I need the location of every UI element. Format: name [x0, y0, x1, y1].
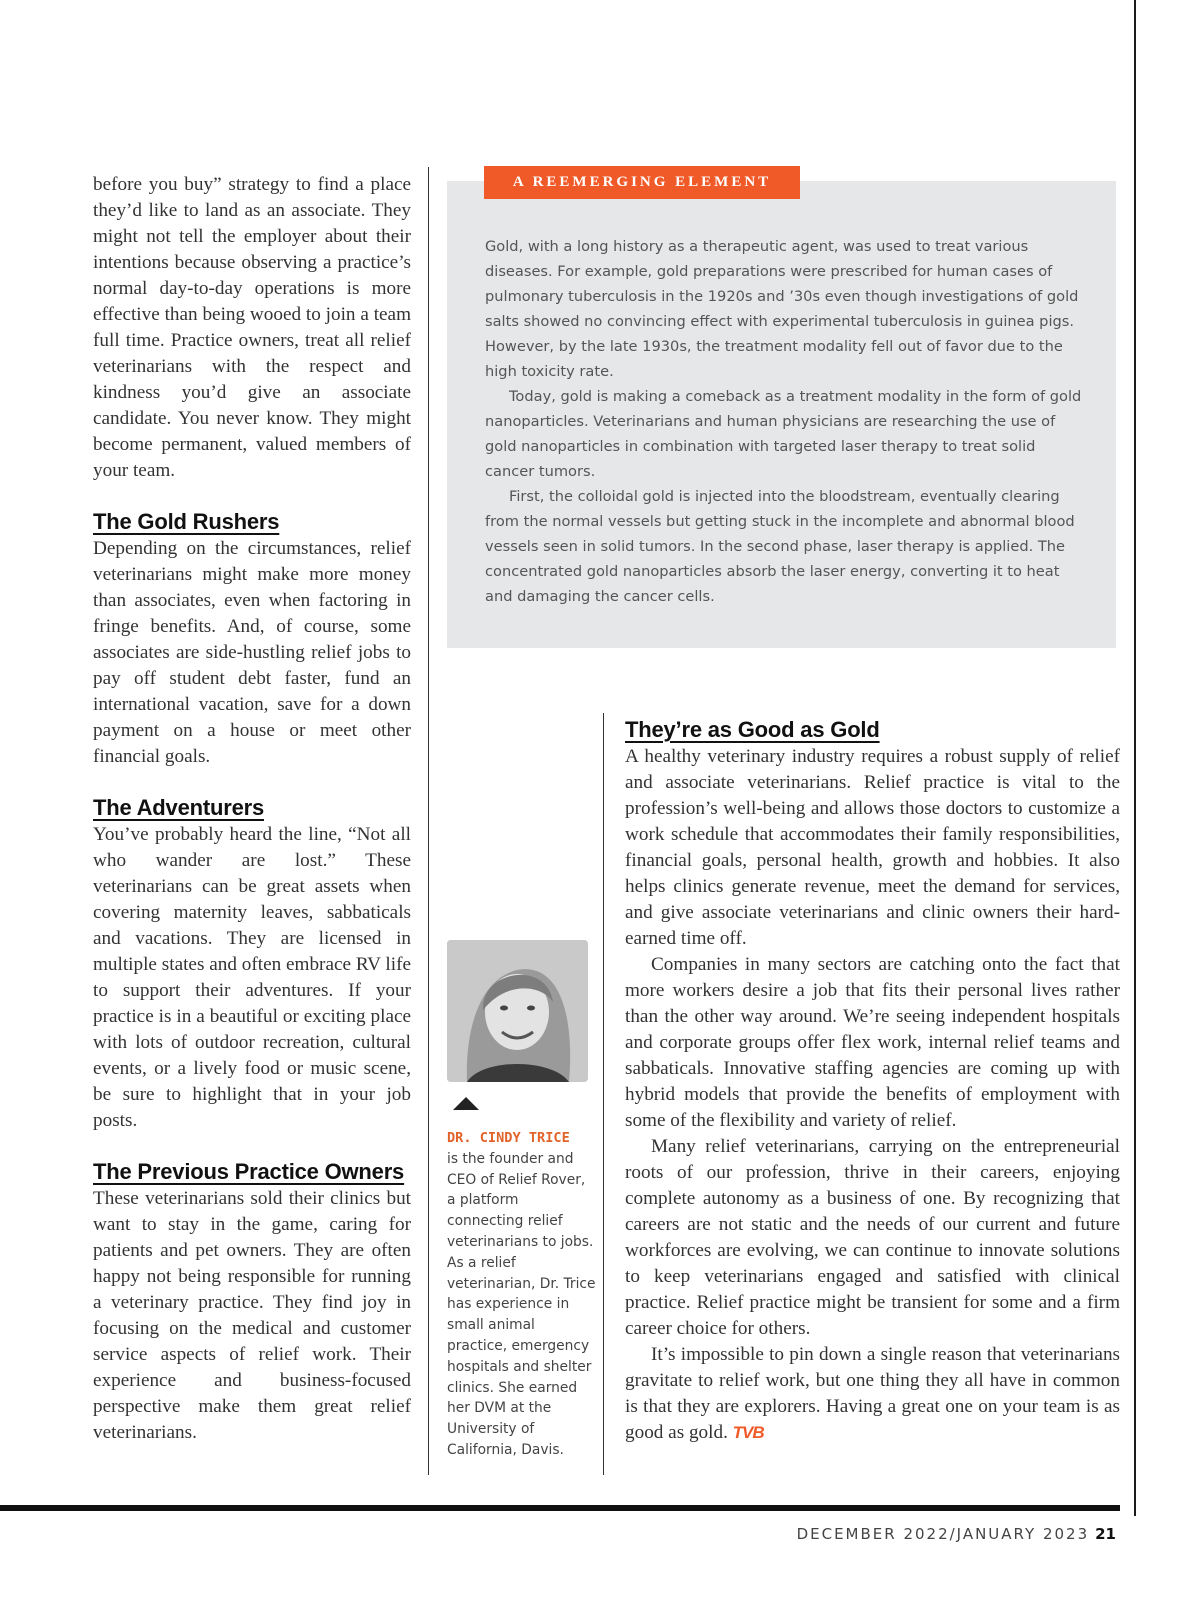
tvb-end-mark: TVB [732, 1423, 764, 1442]
section-body-adventurers: You’ve probably heard the line, “Not all who wander are lost.” These veterinarians can be great assets when covering maternity leaves, sabbaticals and vacations. They are licensed in multiple states and often embrace RV life to support their adventures. If your practice is in a beautiful or exciting place with lots of outdoor recreation, cultural events, or a lively food or music scene, be sure to highlight that in your job posts. [93, 824, 411, 1131]
main-heading: They’re as Good as Gold [625, 717, 880, 742]
column-divider [428, 167, 429, 1475]
author-name: DR. CINDY TRICE [447, 1130, 570, 1146]
section-heading-adventurers: The Adventurers [93, 795, 265, 820]
page-footer [797, 1525, 1116, 1543]
issue-date: DECEMBER 2022/JANUARY 2023 [796, 1525, 1090, 1543]
intro-paragraph: before you buy” strategy to find a place they’d like to land as an associate. They might not tell the employer about their intentions because observing a practice’s normal day-to-day operations is more effective than being wooed to join a team full time. Practice owners, treat all relief veterinarians with the respect and kindness you’d give an associate candidate. You never know. They might become permanent, valued members of your team. [93, 174, 411, 481]
sidebar-body [485, 234, 1085, 609]
main-paragraph-final-text: It’s impossible to pin down a single reason that veterinarians gravitate to relief work, but one thing they all have in common is that they are explorers. Having a great one on your team is as good as gold. [625, 1344, 1120, 1443]
column-divider [603, 713, 604, 1475]
sidebar-paragraph: First, the colloidal gold is injected into the bloodstream, eventually clearing from the normal vessels but getting stuck in the incomplete and abnormal blood vessels seen in solid tumors. In the second phase, laser therapy is applied. The concentrated gold nanoparticles absorb the laser energy, converting it to heat and damaging the cancer cells. [485, 488, 1075, 605]
main-column [625, 716, 1120, 1446]
main-paragraph-final [625, 1342, 1120, 1446]
section-body-previous-owners: These veterinarians sold their clinics but want to stay in the game, caring for patients and pet owners. They are often happy not being responsible for running a veterinary practice. They find joy in focusing on the medical and customer service aspects of relief work. Their experience and business-focused perspective make them great relief veterinarians. [93, 1188, 411, 1443]
sidebar-paragraph: Gold, with a long history as a therapeutic agent, was used to treat various diseases. For example, gold preparations were prescribed for human cases of pulmonary tuberculosis in the 1920s and ’30s even though investigations of gold salts showed no convincing effect with experimental tuberculosis in guinea pigs. However, by the late 1930s, the treatment modality fell out of favor due to the high toxicity rate. [485, 238, 1079, 380]
author-photo [447, 940, 588, 1082]
main-paragraph: Many relief veterinarians, carrying on the entrepreneurial roots of our profession, thrive in their careers, enjoying complete autonomy as a business of one. By recognizing that careers are not static and the needs of our current and future workforces are evolving, we can continue to innovate solutions to keep veterinarians engaged and satisfied with clinical practice. Relief practice might be transient for some and a firm career choice for others. [625, 1136, 1120, 1339]
author-portrait-icon [447, 940, 588, 1082]
author-pointer-icon [453, 1097, 479, 1110]
author-bio-text: is the founder and CEO of Relief Rover, a platform connecting relief veterinarians to jobs. As a relief veterinarian, Dr. Trice has experience in small animal practice, emergency hospitals and shelter clinics. She earned her DVM at the University of California, Davis. [447, 1150, 596, 1458]
section-heading-gold-rushers: The Gold Rushers [93, 509, 280, 534]
main-paragraph: Companies in many sectors are catching onto the fact that more workers desire a job that fits their personal lives rather than the other way around. We’re seeing independent hospitals and corporate groups offer flex work, internal relief teams and sabbaticals. Innovative staffing agencies are coming up with hybrid models that provide the benefits of employment with some of the flexibility and variety of relief. [625, 954, 1120, 1131]
page-number: 21 [1095, 1525, 1116, 1543]
section-body-gold-rushers: Depending on the circumstances, relief veterinarians might make more money than associates, even when factoring in fringe benefits. And, of course, some associates are side-hustling relief jobs to pay off student debt faster, fund an international vacation, save for a down payment on a house or meet other financial goals. [93, 538, 411, 767]
sidebar-tag: A REEMERGING ELEMENT [484, 166, 800, 199]
author-bio [447, 1128, 597, 1461]
page-edge-rule [1134, 0, 1136, 1516]
sidebar-paragraph: Today, gold is making a comeback as a treatment modality in the form of gold nanoparticles. Veterinarians and human physicians are researching the use of gold nanoparticles in combination with targeted laser therapy to treat solid cancer tumors. [485, 388, 1082, 480]
main-paragraph: A healthy veterinary industry requires a robust supply of relief and associate veterinarians. Relief practice is vital to the profession’s well-being and allows those doctors to customize a work schedule that accommodates their family responsibilities, financial goals, personal health, growth and hobbies. It also helps clinics generate revenue, meet the demand for services, and give associate veterinarians and clinic owners their hard-earned time off. [625, 746, 1120, 949]
left-column [93, 172, 411, 1446]
section-heading-previous-owners: The Previous Practice Owners [93, 1159, 405, 1184]
bottom-rule [0, 1505, 1120, 1511]
